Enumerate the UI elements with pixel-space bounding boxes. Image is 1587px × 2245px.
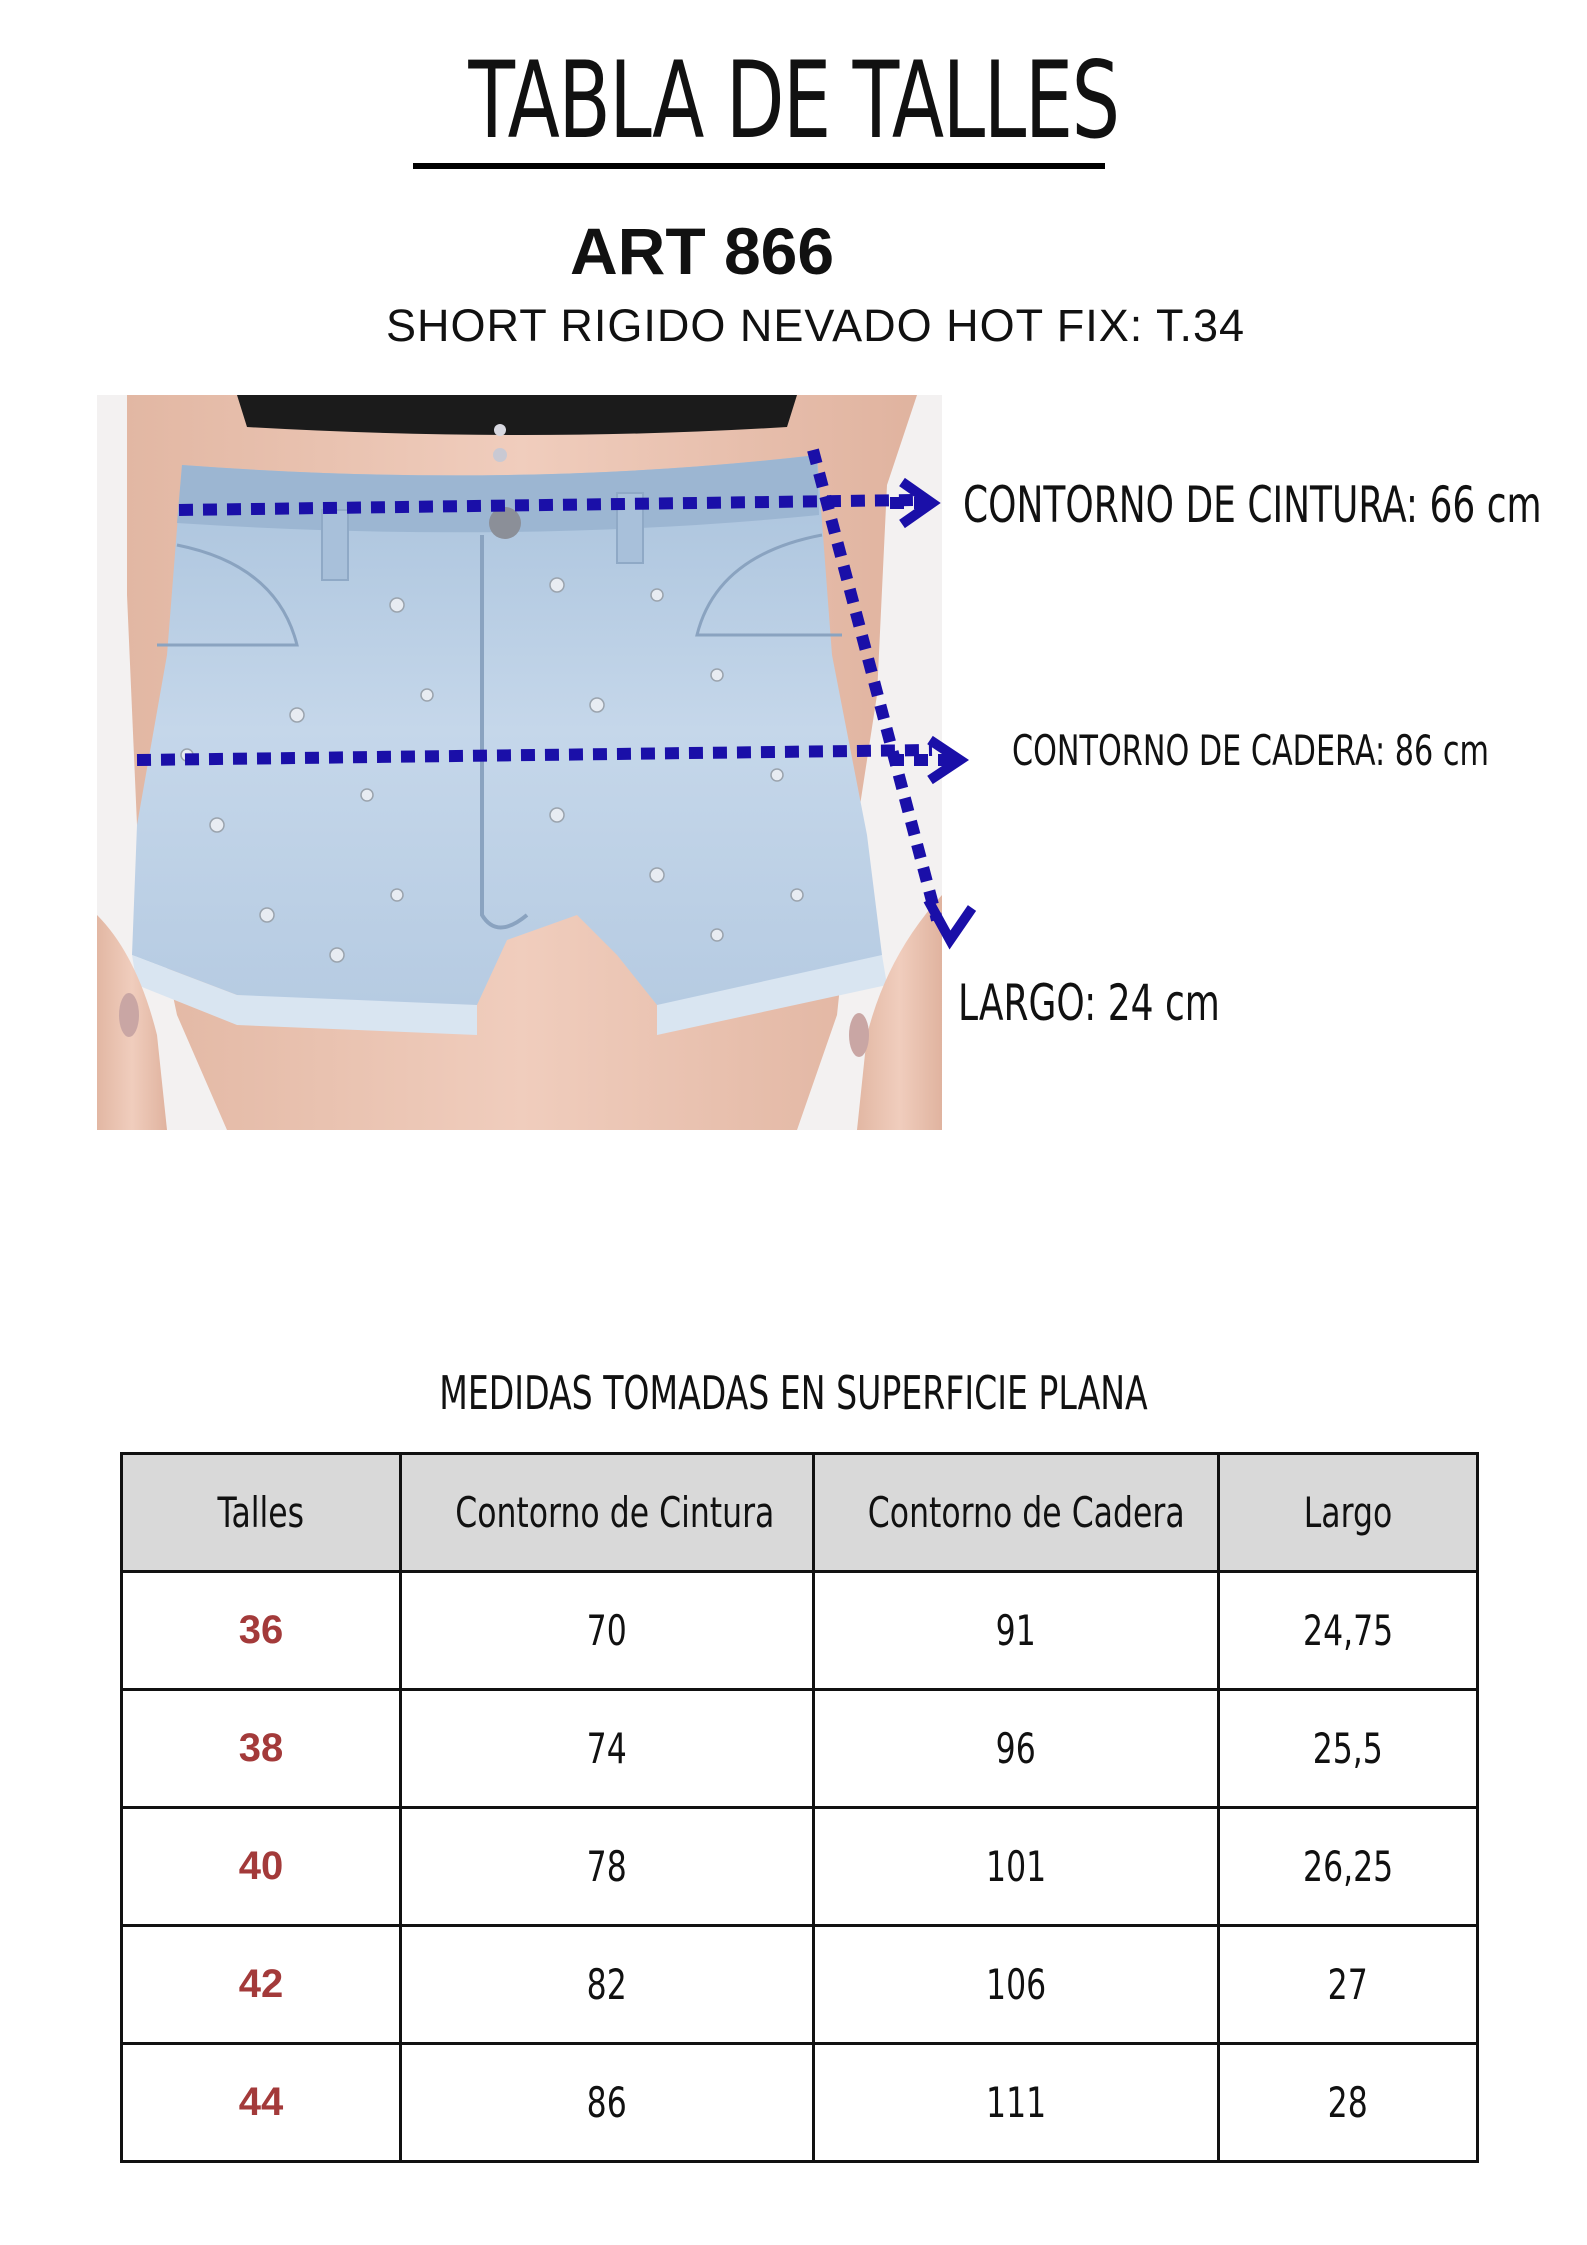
length-cell: 27 — [1219, 1926, 1478, 2044]
size-table — [120, 1452, 1479, 2163]
table-header-row — [122, 1454, 1478, 1572]
length-cell: 24,75 — [1219, 1572, 1478, 1690]
product-name: SHORT RIGIDO NEVADO HOT FIX: T.34 — [386, 300, 1246, 351]
table-caption: MEDIDAS TOMADAS EN SUPERFICIE PLANA — [439, 1366, 1148, 1420]
hip-cell: 101 — [814, 1808, 1219, 1926]
table-row — [122, 1572, 1478, 1690]
table-row — [122, 1926, 1478, 2044]
size-cell: 36 — [122, 1572, 401, 1690]
waist-cell: 86 — [401, 2044, 814, 2162]
size-cell: 38 — [122, 1690, 401, 1808]
size-cell: 40 — [122, 1808, 401, 1926]
length-arrow — [920, 880, 1000, 960]
hip-cell: 91 — [814, 1572, 1219, 1690]
header-talles: Talles — [122, 1454, 401, 1572]
waist-cell: 74 — [401, 1690, 814, 1808]
table-row — [122, 1690, 1478, 1808]
article-number: ART 866 — [570, 214, 835, 288]
length-cell: 25,5 — [1219, 1690, 1478, 1808]
header-largo: Largo — [1219, 1454, 1478, 1572]
header-cadera: Contorno de Cadera — [814, 1454, 1219, 1572]
page-title: TABLA DE TALLES — [468, 39, 1119, 162]
table-row — [122, 1808, 1478, 1926]
length-cell: 26,25 — [1219, 1808, 1478, 1926]
size-cell: 44 — [122, 2044, 401, 2162]
hip-cell: 111 — [814, 2044, 1219, 2162]
waist-cell: 70 — [401, 1572, 814, 1690]
waist-cell: 82 — [401, 1926, 814, 2044]
length-arrow-icon — [928, 900, 972, 940]
length-cell: 28 — [1219, 2044, 1478, 2162]
header-cintura: Contorno de Cintura — [401, 1454, 814, 1572]
product-photo — [97, 395, 942, 1130]
title-underline — [413, 163, 1105, 169]
length-measurement: LARGO: 24 cm — [958, 974, 1220, 1032]
waist-cell: 78 — [401, 1808, 814, 1926]
arrow-heads — [890, 470, 970, 810]
hip-cell: 96 — [814, 1690, 1219, 1808]
hip-cell: 106 — [814, 1926, 1219, 2044]
size-cell: 42 — [122, 1926, 401, 2044]
table-row — [122, 2044, 1478, 2162]
waist-measurement: CONTORNO DE CINTURA: 66 cm — [963, 476, 1542, 534]
hip-measurement: CONTORNO DE CADERA: 86 cm — [1012, 726, 1489, 775]
